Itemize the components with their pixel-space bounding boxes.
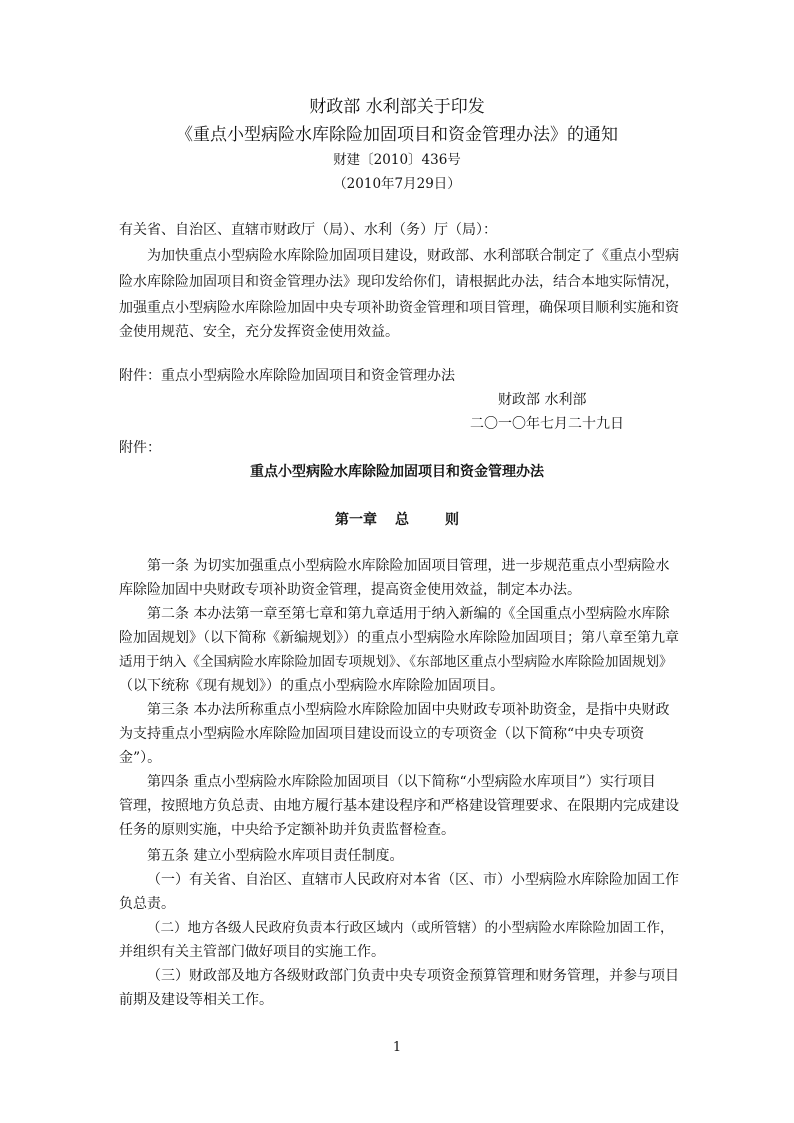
article-line: 库除险加固中央财政专项补助资金管理，提高资金使用效益，制定本办法。: [119, 582, 581, 598]
chapter-word-2: 则: [445, 512, 459, 528]
article-line: （二）地方各级人民政府负责本行政区域内（或所管辖）的小型病险水库除险加固工作，: [147, 920, 674, 936]
intro-line: 金使用规范、安全，充分发挥资金使用效益。: [119, 324, 399, 340]
intro-line: 险水库除险加固项目和资金管理办法》现印发给你们，请根据此办法，结合本地实际情况，: [119, 274, 679, 290]
article-line: 任务的原则实施，中央给予定额补助并负责监督检查。: [119, 822, 455, 838]
title-line-2: 《重点小型病险水库除险加固项目和资金管理办法》的通知: [176, 125, 618, 145]
address-line: 有关省、自治区、直辖市财政厅（局）、水利（务）厅（局）：: [119, 222, 497, 238]
article-line: （以下统称《现有规划》）的重点小型病险水库除险加固项目。: [119, 678, 504, 694]
article-line: （三）财政部及地方各级财政部门负责中央专项资金预算管理和财务管理，并参与项目: [147, 968, 679, 984]
page-number: 1: [392, 1040, 402, 1055]
article-line: 适用于纳入《全国病险水库除险加固专项规划》、《东部地区重点小型病险水库除险加固规划》: [119, 654, 673, 670]
article-line: 第二条 本办法第一章至第七章和第九章适用于纳入新编的《全国重点小型病险水库除: [147, 606, 670, 622]
title-line-1: 财政部 水利部关于印发: [309, 97, 485, 117]
article-line: 管理，按照地方负总责、由地方履行基本建设程序和严格建设管理要求、在限期内完成建设: [119, 798, 679, 814]
sign-date: 二〇一〇年七月二十九日: [470, 416, 624, 432]
article-line: 第五条 建立小型病险水库项目责任制度。: [147, 848, 404, 864]
article-line: （一）有关省、自治区、直辖市人民政府对本省（区、市）小型病险水库除险加固工作: [147, 872, 679, 888]
article-line: 负总责。: [119, 896, 175, 912]
chapter-number: 第一章: [335, 512, 377, 528]
attachment-line: 附件：重点小型病险水库除险加固项目和资金管理办法: [119, 368, 455, 384]
chapter-title: [0, 510, 794, 530]
article-line: 第四条 重点小型病险水库除险加固项目（以下简称“小型病险水库项目”）实行项目: [147, 774, 656, 790]
signers: 财政部 水利部: [498, 392, 587, 408]
document-number: 财建〔2010〕436号: [333, 152, 461, 168]
measure-title: 重点小型病险水库除险加固项目和资金管理办法: [250, 464, 544, 480]
article-line: 第一条 为切实加强重点小型病险水库除险加固项目管理，进一步规范重点小型病险水: [147, 558, 670, 574]
intro-line: 加强重点小型病险水库除险加固中央专项补助资金管理和项目管理，确保项目顺利实施和资: [119, 300, 679, 316]
article-line: 险加固规划》（以下简称《新编规划》）的重点小型病险水库除险加固项目；第八章至第九章: [119, 630, 679, 646]
attachment-label: 附件：: [119, 440, 161, 456]
article-line: 为支持重点小型病险水库除险加固项目建设而设立的专项资金（以下简称“中央专项资: [119, 726, 645, 742]
article-line: 金”）。: [119, 750, 162, 766]
document-date: （2010年7月29日）: [333, 176, 461, 192]
intro-line: 为加快重点小型病险水库除险加固项目建设，财政部、水利部联合制定了《重点小型病: [147, 248, 679, 264]
article-line: 前期及建设等相关工作。: [119, 992, 273, 1008]
article-line: 并组织有关主管部门做好项目的实施工作。: [119, 944, 385, 960]
chapter-word-1: 总: [395, 512, 409, 528]
article-line: 第三条 本办法所称重点小型病险水库除险加固中央财政专项补助资金，是指中央财政: [147, 702, 670, 718]
